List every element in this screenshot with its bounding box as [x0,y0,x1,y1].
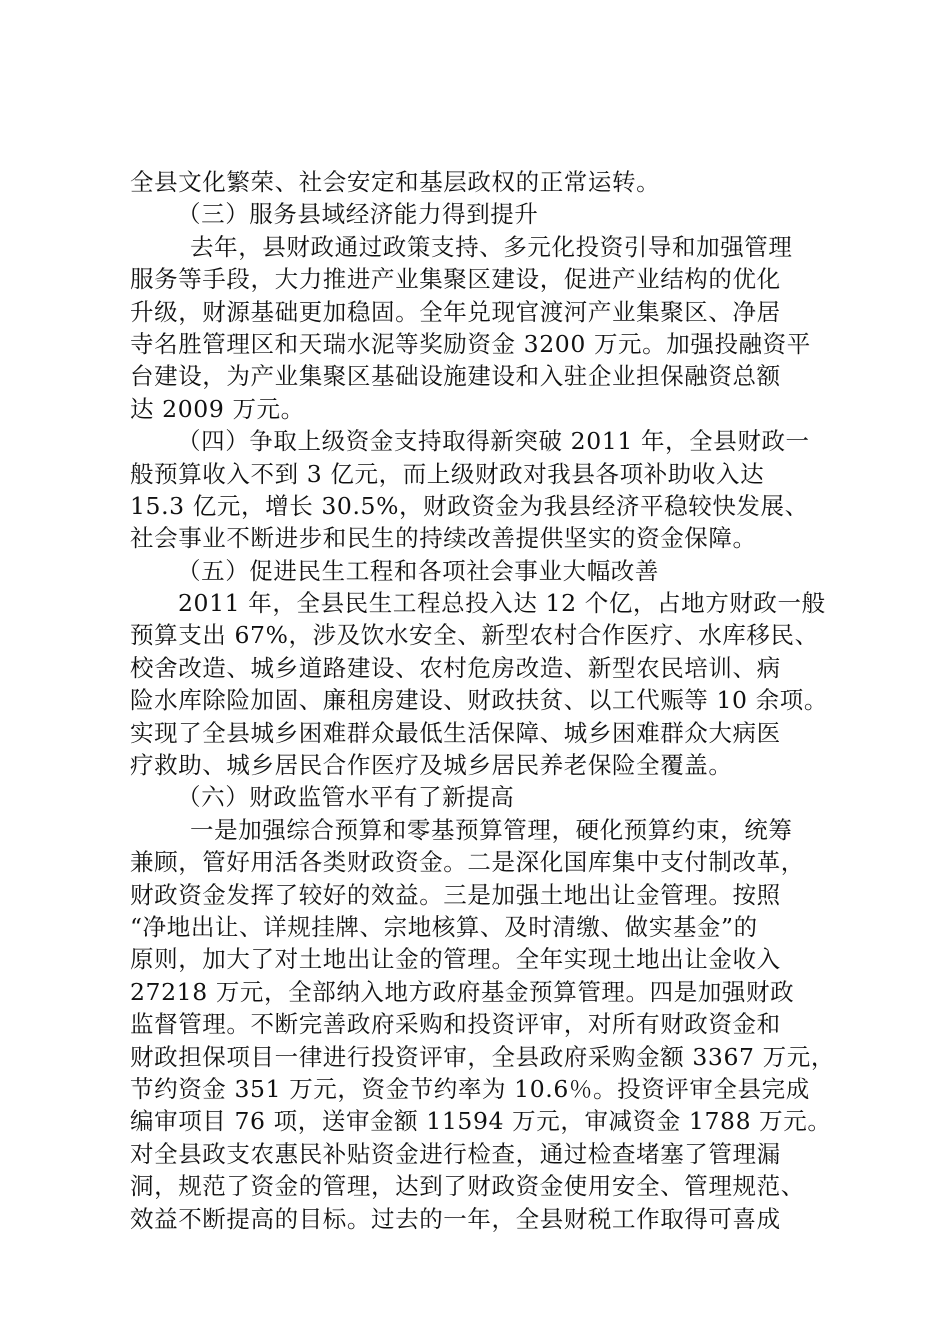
paragraph-line: 兼顾，管好用活各类财政资金。二是深化国库集中支付制改革， [130,848,805,877]
section-heading-3: （三）服务县域经济能力得到提升 [177,200,539,229]
paragraph-line: 去年，县财政通过政策支持、多元化投资引导和加强管理 [190,232,793,261]
paragraph-line: 疗救助、城乡居民合作医疗及城乡居民养老保险全覆盖。 [130,751,733,780]
paragraph-line: 达 2009 万元。 [130,394,305,423]
paragraph-line: 2011 年，全县民生工程总投入达 12 个亿，占地方财政一般 [178,589,826,618]
paragraph-line: 全县文化繁荣、社会安定和基层政权的正常运转。 [130,168,661,196]
paragraph-line: 般预算收入不到 3 亿元，而上级财政对我县各项补助收入达 [130,459,765,488]
paragraph-line: 险水库除险加固、廉租房建设、财政扶贫、以工代赈等 10 余项。 [130,686,828,715]
section-heading-6: （六）财政监管水平有了新提高 [177,783,515,812]
paragraph-line: 预算支出 67%，涉及饮水安全、新型农村合作医疗、水库移民、 [130,621,819,650]
paragraph-line: 台建设，为产业集聚区基础设施建设和入驻企业担保融资总额 [130,362,781,391]
paragraph-line: 原则，加大了对土地出让金的管理。全年实现土地出让金收入 [130,945,781,974]
paragraph-line: 洞，规范了资金的管理，达到了财政资金使用安全、管理规范、 [130,1172,805,1201]
paragraph-line: 实现了全县城乡困难群众最低生活保障、城乡困难群众大病医 [130,718,781,747]
paragraph-line: 社会事业不断进步和民生的持续改善提供坚实的资金保障。 [130,524,757,553]
paragraph-line: 寺名胜管理区和天瑞水泥等奖励资金 3200 万元。加强投融资平 [130,329,811,358]
section-heading-4: （四）争取上级资金支持取得新突破 2011 年，全县财政一 [177,427,810,456]
paragraph-line: 校舍改造、城乡道路建设、农村危房改造、新型农民培训、病 [130,653,781,682]
paragraph-line: 一是加强综合预算和零基预算管理，硬化预算约束，统筹 [190,815,793,844]
paragraph-line: 效益不断提高的目标。过去的一年，全县财税工作取得可喜成 [130,1204,781,1233]
paragraph-line: 节约资金 351 万元，资金节约率为 10.6％。投资评审全县完成 [130,1074,810,1103]
section-heading-5: （五）促进民生工程和各项社会事业大幅改善 [177,556,659,585]
paragraph-line: “净地出让、详规挂牌、宗地核算、及时清缴、做实基金”的 [130,912,758,941]
paragraph-line: 编审项目 76 项，送审金额 11594 万元，审减资金 1788 万元。 [130,1107,832,1136]
paragraph-line: 财政资金发挥了较好的效益。三是加强土地出让金管理。按照 [130,880,781,909]
paragraph-line: 27218 万元，全部纳入地方政府基金预算管理。四是加强财政 [130,977,795,1006]
document-body [130,166,835,1235]
paragraph-line: 监督管理。不断完善政府采购和投资评审，对所有财政资金和 [130,1010,781,1039]
paragraph-line: 财政担保项目一律进行投资评审，全县政府采购金额 3367 万元， [130,1042,835,1071]
paragraph-line: 15.3 亿元，增长 30.5%，财政资金为我县经济平稳较快发展、 [130,491,809,520]
paragraph-line: 升级，财源基础更加稳固。全年兑现官渡河产业集聚区、净居 [130,297,781,326]
paragraph-line: 对全县政支农惠民补贴资金进行检查，通过检查堵塞了管理漏 [130,1139,781,1168]
paragraph-line: 服务等手段，大力推进产业集聚区建设，促进产业结构的优化 [130,265,781,294]
